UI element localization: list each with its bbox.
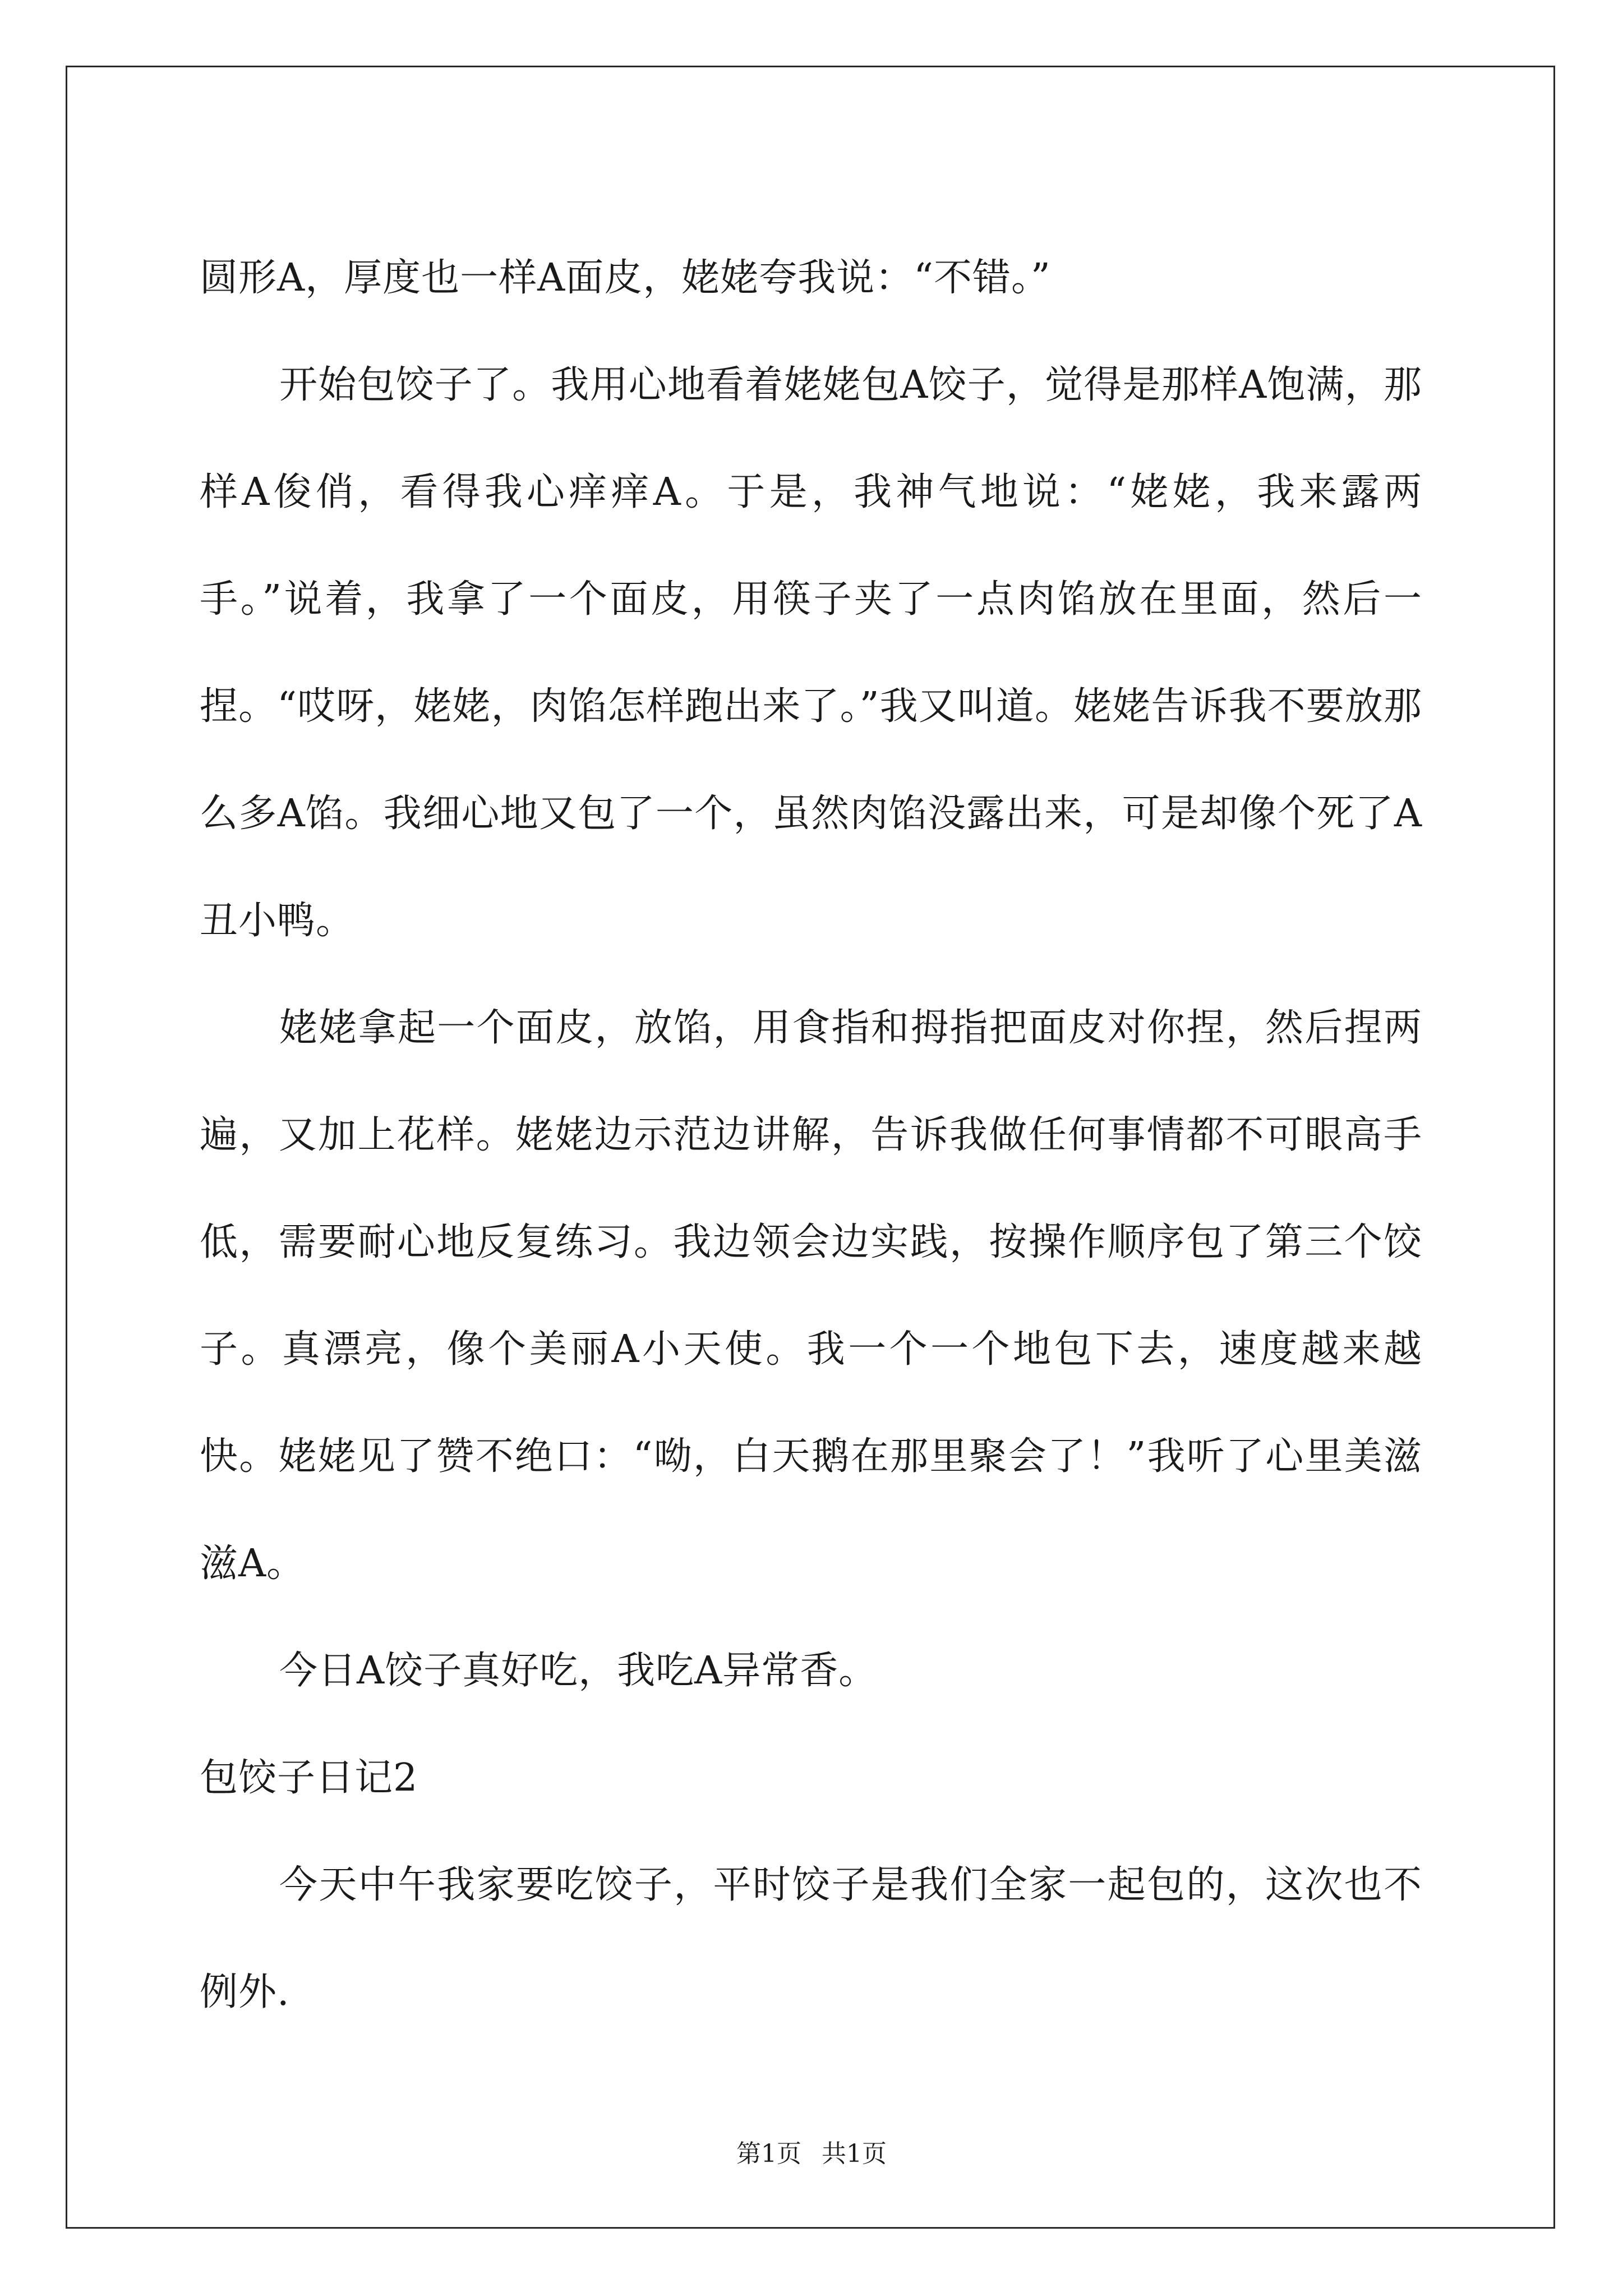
page-number: 第1页 — [736, 2139, 801, 2168]
page-footer — [0, 2137, 1623, 2171]
document-body — [200, 224, 1422, 2046]
paragraph: 开始包饺子了。我用心地看着姥姥包A饺子，觉得是那样A饱满，那样A俊俏，看得我心痒痒A。于是，我神气地说：“姥姥，我来露两手。”说着，我拿了一个面皮，用筷子夹了一点肉馅放在里面，然后一捏。“哎呀，姥姥，肉馅怎样跑出来了。”我又叫道。姥姥告诉我不要放那么多A馅。我细心地又包了一个，虽然肉馅没露出来，可是却像个死了A丑小鸭。 — [200, 363, 1422, 943]
paragraph: 姥姥拿起一个面皮，放馅，用食指和拇指把面皮对你捏，然后捏两遍，又加上花样。姥姥边示范边讲解，告诉我做任何事情都不可眼高手低，需要耐心地反复练习。我边领会边实践，按操作顺序包了第三个饺子。真漂亮，像个美丽A小天使。我一个一个地包下去，速度越来越快。姥姥见了赞不绝口：“呦，白天鹅在那里聚会了！”我听了心里美滋滋A。 — [200, 1006, 1422, 1586]
paragraph: 今日A饺子真好吃，我吃A异常香。 — [279, 1649, 878, 1693]
paragraph: 今天中午我家要吃饺子，平时饺子是我们全家一起包的，这次也不例外. — [200, 1863, 1422, 2014]
paragraph-continuation: 圆形A，厚度也一样A面皮，姥姥夸我说：“不错。” — [200, 256, 1051, 300]
page-total: 共1页 — [822, 2139, 887, 2168]
section-heading: 包饺子日记2 — [200, 1756, 418, 1800]
